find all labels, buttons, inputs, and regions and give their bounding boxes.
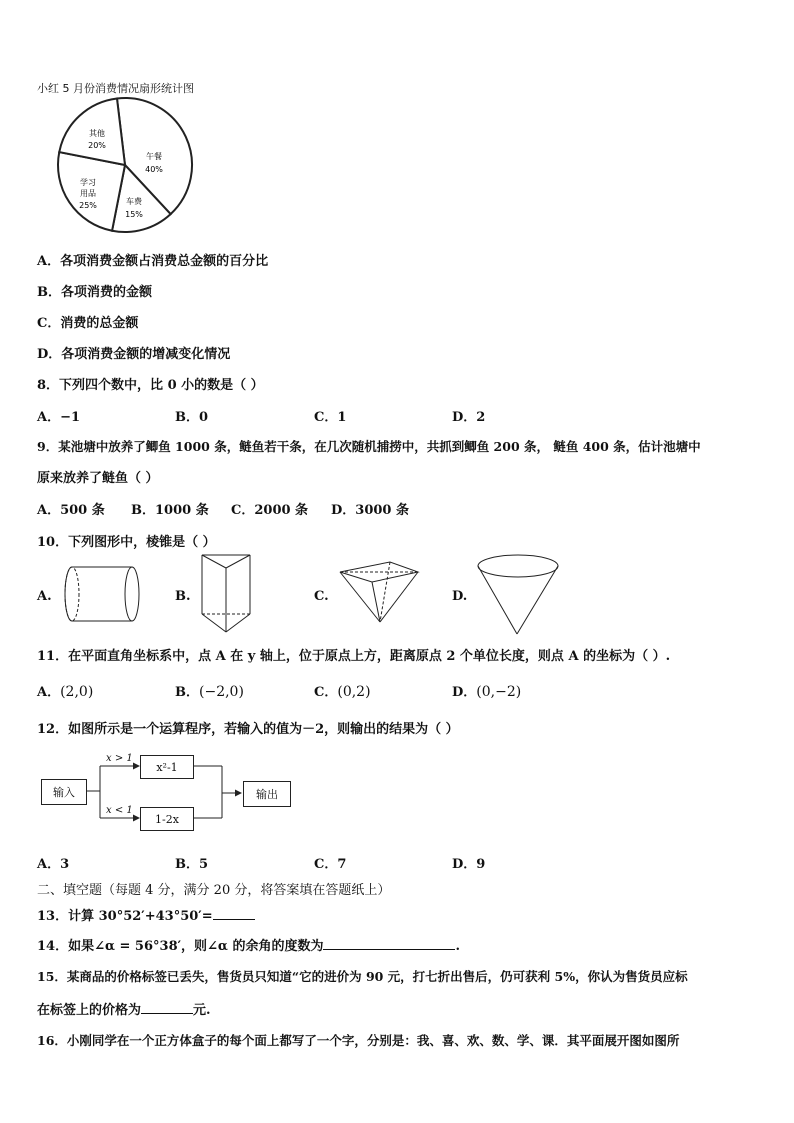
q8-option-d: D．2: [452, 410, 486, 425]
q8-stem: 8．下列四个数中，比 0 小的数是（ ）: [37, 378, 264, 393]
q15-stem-line2: 在标签上的价格为 元.: [37, 1003, 211, 1018]
q11-option-d: D．(0,−2): [452, 684, 522, 700]
q9-option-d: D．3000 条: [331, 503, 409, 518]
q10-option-a: A.: [37, 589, 52, 604]
q8-option-b: B．0: [175, 410, 209, 425]
q15-stem-line1: 15．某商品的价格标签已丢失，售货员只知道“它的进价为 90 元，打七折出售后，仍可获利 5%，你认为售货员应标: [37, 969, 688, 984]
flow-cond-bottom: x < 1: [106, 805, 133, 816]
q8-option-c: C．1: [314, 410, 347, 425]
q7-option-d: D．各项消费金额的增减变化情况: [37, 347, 231, 362]
pie-label-supplies-1: 学习: [80, 178, 96, 187]
q11-option-a: A．(2,0): [37, 684, 94, 700]
q11-option-b: B．(−2,0): [175, 684, 244, 700]
q7-option-b: B．各项消费的金额: [37, 285, 152, 300]
q10-option-b: B.: [175, 589, 191, 604]
q12-stem: 12．如图所示是一个运算程序，若输入的值为－2，则输出的结果为（ ）: [37, 722, 459, 737]
pie-value-supplies: 25%: [79, 201, 97, 210]
q9-stem-line2: 原来放养了鲢鱼（ ）: [37, 471, 159, 486]
pie-label-supplies-2: 用品: [80, 189, 96, 198]
q7-option-a: A．各项消费金额占消费总金额的百分比: [37, 254, 269, 269]
q9-option-c: C．2000 条: [231, 503, 309, 518]
pie-label-other: 其他: [89, 129, 105, 138]
chart-title: 小红 5 月份消费情况扇形统计图: [37, 82, 194, 95]
q9-stem-line1: 9．某池塘中放养了鲫鱼 1000 条，鲢鱼若干条，在几次随机捕捞中，共抓到鲫鱼 200 条， 鲢鱼 400 条，估计池塘中: [37, 439, 701, 454]
q10-option-c: C.: [314, 589, 329, 604]
q10-option-d: D.: [452, 589, 468, 604]
flow-cond-top: x > 1: [106, 753, 133, 764]
pie-label-fare: 车费: [126, 197, 142, 206]
q12-option-a: A．3: [37, 857, 70, 872]
section-2-heading: 二、填空题（每题 4 分，满分 20 分，将答案填在答题纸上）: [37, 883, 391, 898]
pie-value-other: 20%: [88, 141, 106, 150]
q9-option-a: A．500 条: [37, 503, 105, 518]
flow-box-bottom: 1-2x: [140, 807, 194, 831]
q12-option-d: D．9: [452, 857, 486, 872]
q14-stem: 14．如果∠α = 56°38′，则∠α 的余角的度数为 .: [37, 939, 460, 954]
pie-value-lunch: 40%: [145, 165, 163, 174]
q11-stem: 11．在平面直角坐标系中，点 A 在 y 轴上，位于原点上方，距离原点 2 个单位长度，则点 A 的坐标为（ ）.: [37, 649, 671, 664]
q13-stem: 13．计算 30°52′+43°50′=: [37, 905, 255, 924]
pie-label-lunch: 午餐: [146, 152, 162, 161]
q12-option-c: C．7: [314, 857, 347, 872]
flow-output-box: 输出: [243, 781, 291, 807]
pie-value-fare: 15%: [125, 210, 143, 219]
q9-option-b: B．1000 条: [131, 503, 209, 518]
q8-option-a: A．−1: [37, 410, 81, 425]
q7-option-c: C．消费的总金额: [37, 316, 139, 331]
q11-option-c: C．(0,2): [314, 684, 371, 700]
q12-option-b: B．5: [175, 857, 209, 872]
q16-stem: 16．小刚同学在一个正方体盒子的每个面上都写了一个字，分别是：我、喜、欢、数、学、课．其平面展开图如图所: [37, 1033, 680, 1048]
flow-input-box: 输入: [41, 779, 87, 805]
flow-box-top: x²-1: [140, 755, 194, 779]
q10-stem: 10．下列图形中，棱锥是（ ）: [37, 535, 216, 550]
